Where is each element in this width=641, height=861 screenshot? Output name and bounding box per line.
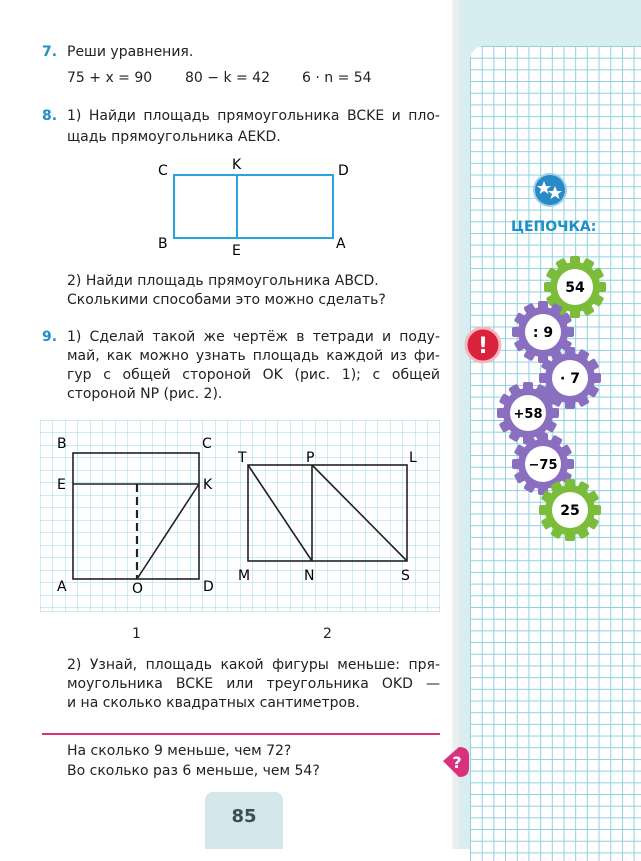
task7-equation-3: 6 · n = 54: [302, 70, 372, 86]
task9-part1-line2: май, как можно узнать площадь каждой из фи-: [67, 348, 440, 364]
fig1-label-c: C: [202, 436, 212, 452]
task9-part2-line1: 2) Узнай, площадь какой фигуры меньше: пря-: [67, 657, 440, 673]
stars-badge-icon: [532, 172, 568, 208]
question-bubble-icon: [441, 744, 473, 780]
alert-mark: !: [477, 334, 489, 359]
fig2-label-t: T: [238, 450, 247, 466]
label-a: A: [336, 236, 346, 252]
gear-54-label: 54: [565, 280, 585, 296]
gear-plus58-label: +58: [513, 407, 543, 422]
rectangle-abcd-figure: [150, 155, 360, 265]
task9-part1-line4: стороной NP (рис. 2).: [67, 386, 223, 402]
page-spine: [452, 0, 462, 849]
fig2-label-l: L: [409, 450, 417, 466]
label-d: D: [338, 163, 349, 179]
fig1-label-d: D: [203, 579, 214, 595]
task8-part1-line2: щадь прямоугольника AEKD.: [67, 129, 281, 145]
bottom-question-1: На сколько 9 меньше, чем 72?: [67, 743, 292, 759]
gear-mul7-label: · 7: [560, 371, 580, 387]
task8-part2-line2: Сколькими способами это можно сделать?: [67, 292, 386, 308]
fig2-label-s: S: [401, 568, 410, 584]
task7-number: 7.: [42, 44, 58, 60]
task9-part1-line3: гур с общей стороной OK (рис. 1); с общей: [67, 367, 440, 383]
gear-minus75-label: −75: [528, 458, 558, 473]
fig2-label-m: M: [238, 568, 251, 584]
task7-equation-1: 75 + x = 90: [67, 70, 153, 86]
figure-caption-2: 2: [323, 626, 332, 642]
fig1-label-e: E: [57, 477, 66, 493]
label-k: K: [232, 157, 242, 173]
label-c: C: [158, 163, 168, 179]
fig2-label-n: N: [304, 568, 315, 584]
gear-div9-label: : 9: [532, 325, 554, 341]
fig1-label-o: O: [132, 581, 144, 597]
bottom-question-2: Во сколько раз 6 меньше, чем 54?: [67, 763, 320, 779]
task9-part1-line1: 1) Сделай такой же чертёж в тетради и поду-: [67, 329, 440, 345]
figure-caption-1: 1: [132, 626, 141, 642]
label-e: E: [232, 243, 241, 259]
task7-instruction: Реши уравнения.: [67, 44, 194, 60]
gear-25-label: 25: [560, 503, 580, 519]
page-number: 85: [231, 806, 257, 827]
task8-part1-line1: 1) Найди площадь прямоугольника BCKE и пло-: [67, 108, 440, 124]
task7-equation-2: 80 − k = 42: [185, 70, 270, 86]
chain-title: ЦЕПОЧКА:: [511, 219, 597, 235]
label-b: B: [158, 236, 168, 252]
gear-chain: [495, 254, 610, 544]
fig1-label-a: A: [57, 579, 67, 595]
task9-part2-line3: и на сколько квадратных сантиметров.: [67, 695, 360, 711]
task8-part2-line1: 2) Найди площадь прямоугольника ABCD.: [67, 273, 379, 289]
question-mark-text: ?: [452, 753, 462, 772]
task8-number: 8.: [42, 108, 58, 124]
section-divider: [42, 733, 440, 735]
fig2-label-p: P: [306, 450, 315, 466]
fig1-label-b: B: [57, 436, 67, 452]
task9-number: 9.: [42, 329, 58, 345]
task9-grid-figure: [40, 420, 440, 612]
rect-outline: [174, 175, 333, 238]
task9-part2-line2: моугольника BCKE или треугольника OKD —: [67, 676, 440, 692]
fig1-label-k: K: [203, 477, 213, 493]
